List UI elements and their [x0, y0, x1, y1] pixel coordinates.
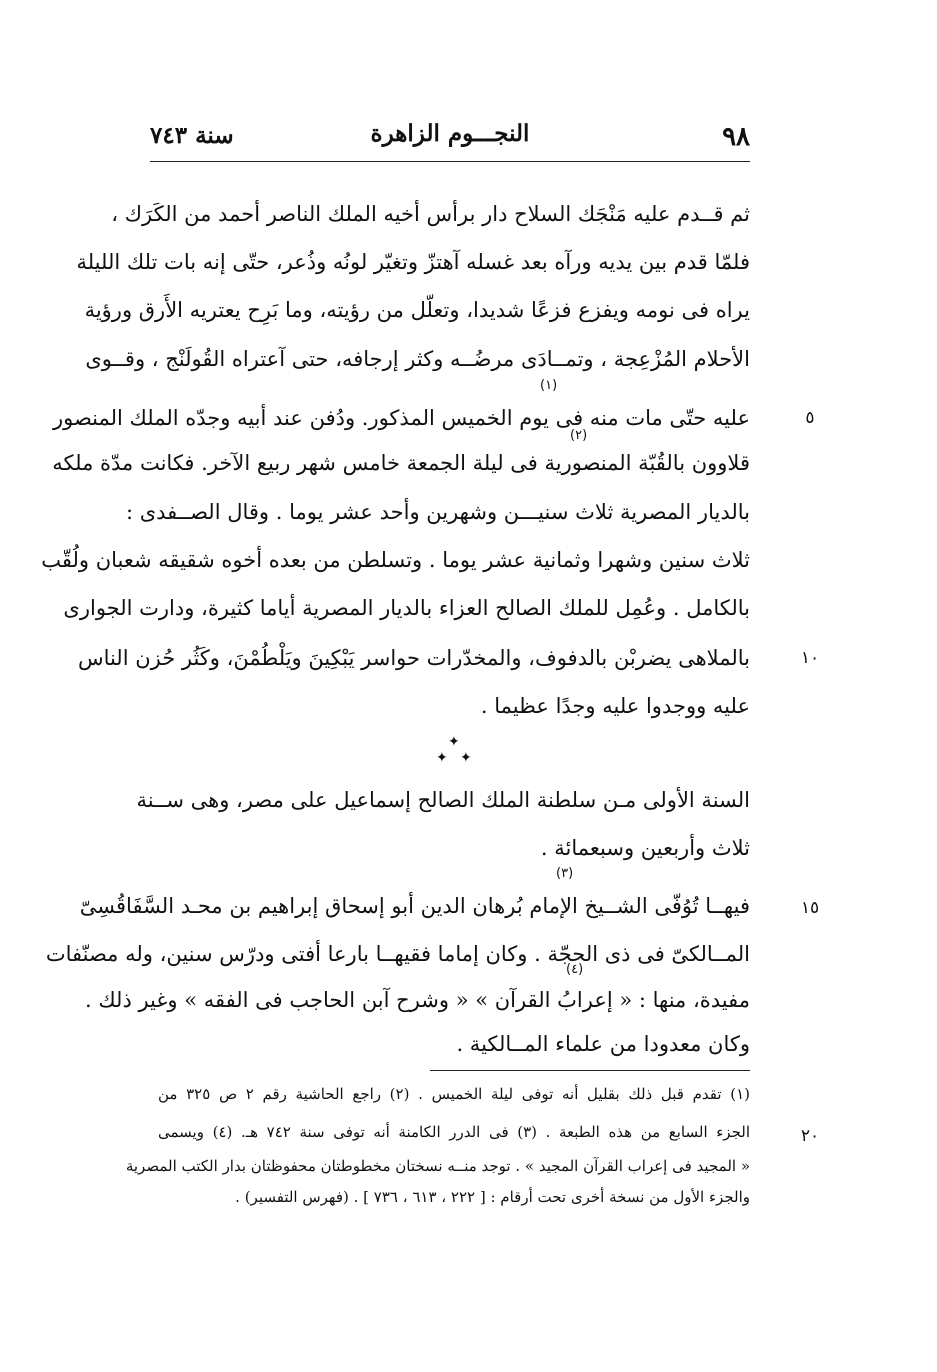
footnote-ref-3: (٣) [556, 866, 574, 881]
ornament-separator [430, 735, 480, 771]
footnote-line: (١) تقدم قبل ذلك بقليل أنه توفى ليلة الخميس . (٢) راجع الحاشية رقم ٢ ص ٣٢٥ من [158, 1085, 750, 1103]
star-ornament-icon: ✦ [448, 734, 460, 750]
section-line: مفيدة، منها : « إعرابُ القرآن » « وشرح آبن الحاجب فى الفقه » وغير ذلك . [85, 988, 750, 1012]
star-ornament-icon: ✦ [436, 750, 448, 766]
body-line: الأحلام المُزْعِجة ، وتمــادَى مرضُــه وكثر إرجافه، حتى آعتراه القُولَنْج ، وقــوى [85, 347, 750, 371]
footnote-line: « المجيد فى إعراب القرآن المجيد » . توجد منــه نسختان مخطوطتان محفوظتان بدار الكتب المصرية [125, 1157, 750, 1175]
body-line: فلمّا قدم بين يديه ورآه بعد غسله آهتزّ وتغيّر لونُه وذُعر، حتّى إنه بات تلك الليلة [76, 250, 750, 274]
body-line: بالملاهى يضربْن بالدفوف، والمخدّرات حواسر يَبْكِينَ ويَلْطُمْنَ، وكَثُر حُزن الناس [77, 646, 750, 670]
body-line: عليه حتّى مات منه فى يوم الخميس المذكور. ودُفن عند أبيه وجدّه الملك المنصور [52, 406, 750, 430]
body-line: بالديار المصرية ثلاث سنيـــن وشهرين وأحد عشر يوما . وقال الصــفدى : [125, 500, 750, 524]
footnote-line: والجزء الأول من نسخة أخرى تحت أرقام : [ ٢٢٢ ، ٦١٣ ، ٧٣٦ ] . (فهرس التفسير) . [235, 1188, 750, 1206]
star-ornament-icon: ✦ [460, 750, 472, 766]
footnote-ref-1: (١) [540, 378, 558, 393]
footnote-ref-2: (٢) [570, 428, 588, 443]
line-number-10: ١٠ [800, 648, 820, 668]
section-line: فيهــا تُوُفّى الشــيخ الإمام بُرهان الدين أبو إسحاق إبراهيم بن محـد السَّفَاقُسِىّ [79, 894, 750, 918]
header-rule [150, 161, 750, 162]
body-line: عليه ووجدوا عليه وجدًا عظيما . [480, 694, 750, 718]
section-line: وكان معدودا من علماء المــالكية . [456, 1032, 750, 1056]
body-line: ثلاث سنين وشهرا وثمانية عشر يوما . وتسلطن من بعده أخوه شقيقه شعبان ولُقّب [41, 548, 750, 572]
footnote-ref-4: (٤) [566, 962, 584, 977]
header-year: سنة ٧٤٣ [150, 122, 234, 149]
body-line: ثم قــدم عليه مَنْجَك السلاح دار برأس أخيه الملك الناصر أحمد من الكَرَك ، [111, 202, 750, 226]
page-number: ٩٨ [722, 122, 750, 152]
footnote-rule [430, 1070, 750, 1071]
body-line: بالكامل . وعُمِل للملك الصالح العزاء بالديار المصرية أياما كثيرة، ودارت الجوارى [63, 596, 750, 620]
running-title: النجـــوم الزاهرة [370, 120, 530, 147]
section-line: المــالكىّ فى ذى الحجّة . وكان إماما فقيهــا بارعا أفتى ودرّس سنين، وله مصنّفات [45, 942, 750, 966]
body-line: يراه فى نومه ويفزع فزعًا شديدا، وتعلّل من رؤيته، وما بَرِح يعتريه الأَرق ورؤية [84, 298, 750, 322]
line-number-15: ١٥ [800, 898, 820, 918]
section-line: السنة الأولى مـن سلطنة الملك الصالح إسماعيل على مصر، وهى ســنة [136, 788, 750, 812]
section-line: ثلاث وأربعين وسبعمائة . [540, 836, 750, 860]
footnote-line: الجزء السابع من هذه الطبعة . (٣) فى الدرر الكامنة أنه توفى سنة ٧٤٢ هـ. (٤) ويسمى [158, 1123, 750, 1141]
line-number-20: ٢٠ [800, 1126, 820, 1146]
body-line: قلاوون بالقُبّة المنصورية فى ليلة الجمعة خامس شهر ربيع الآخر. فكانت مدّة ملكه [52, 451, 750, 475]
line-number-5: ٥ [805, 408, 815, 428]
running-header [150, 118, 750, 158]
